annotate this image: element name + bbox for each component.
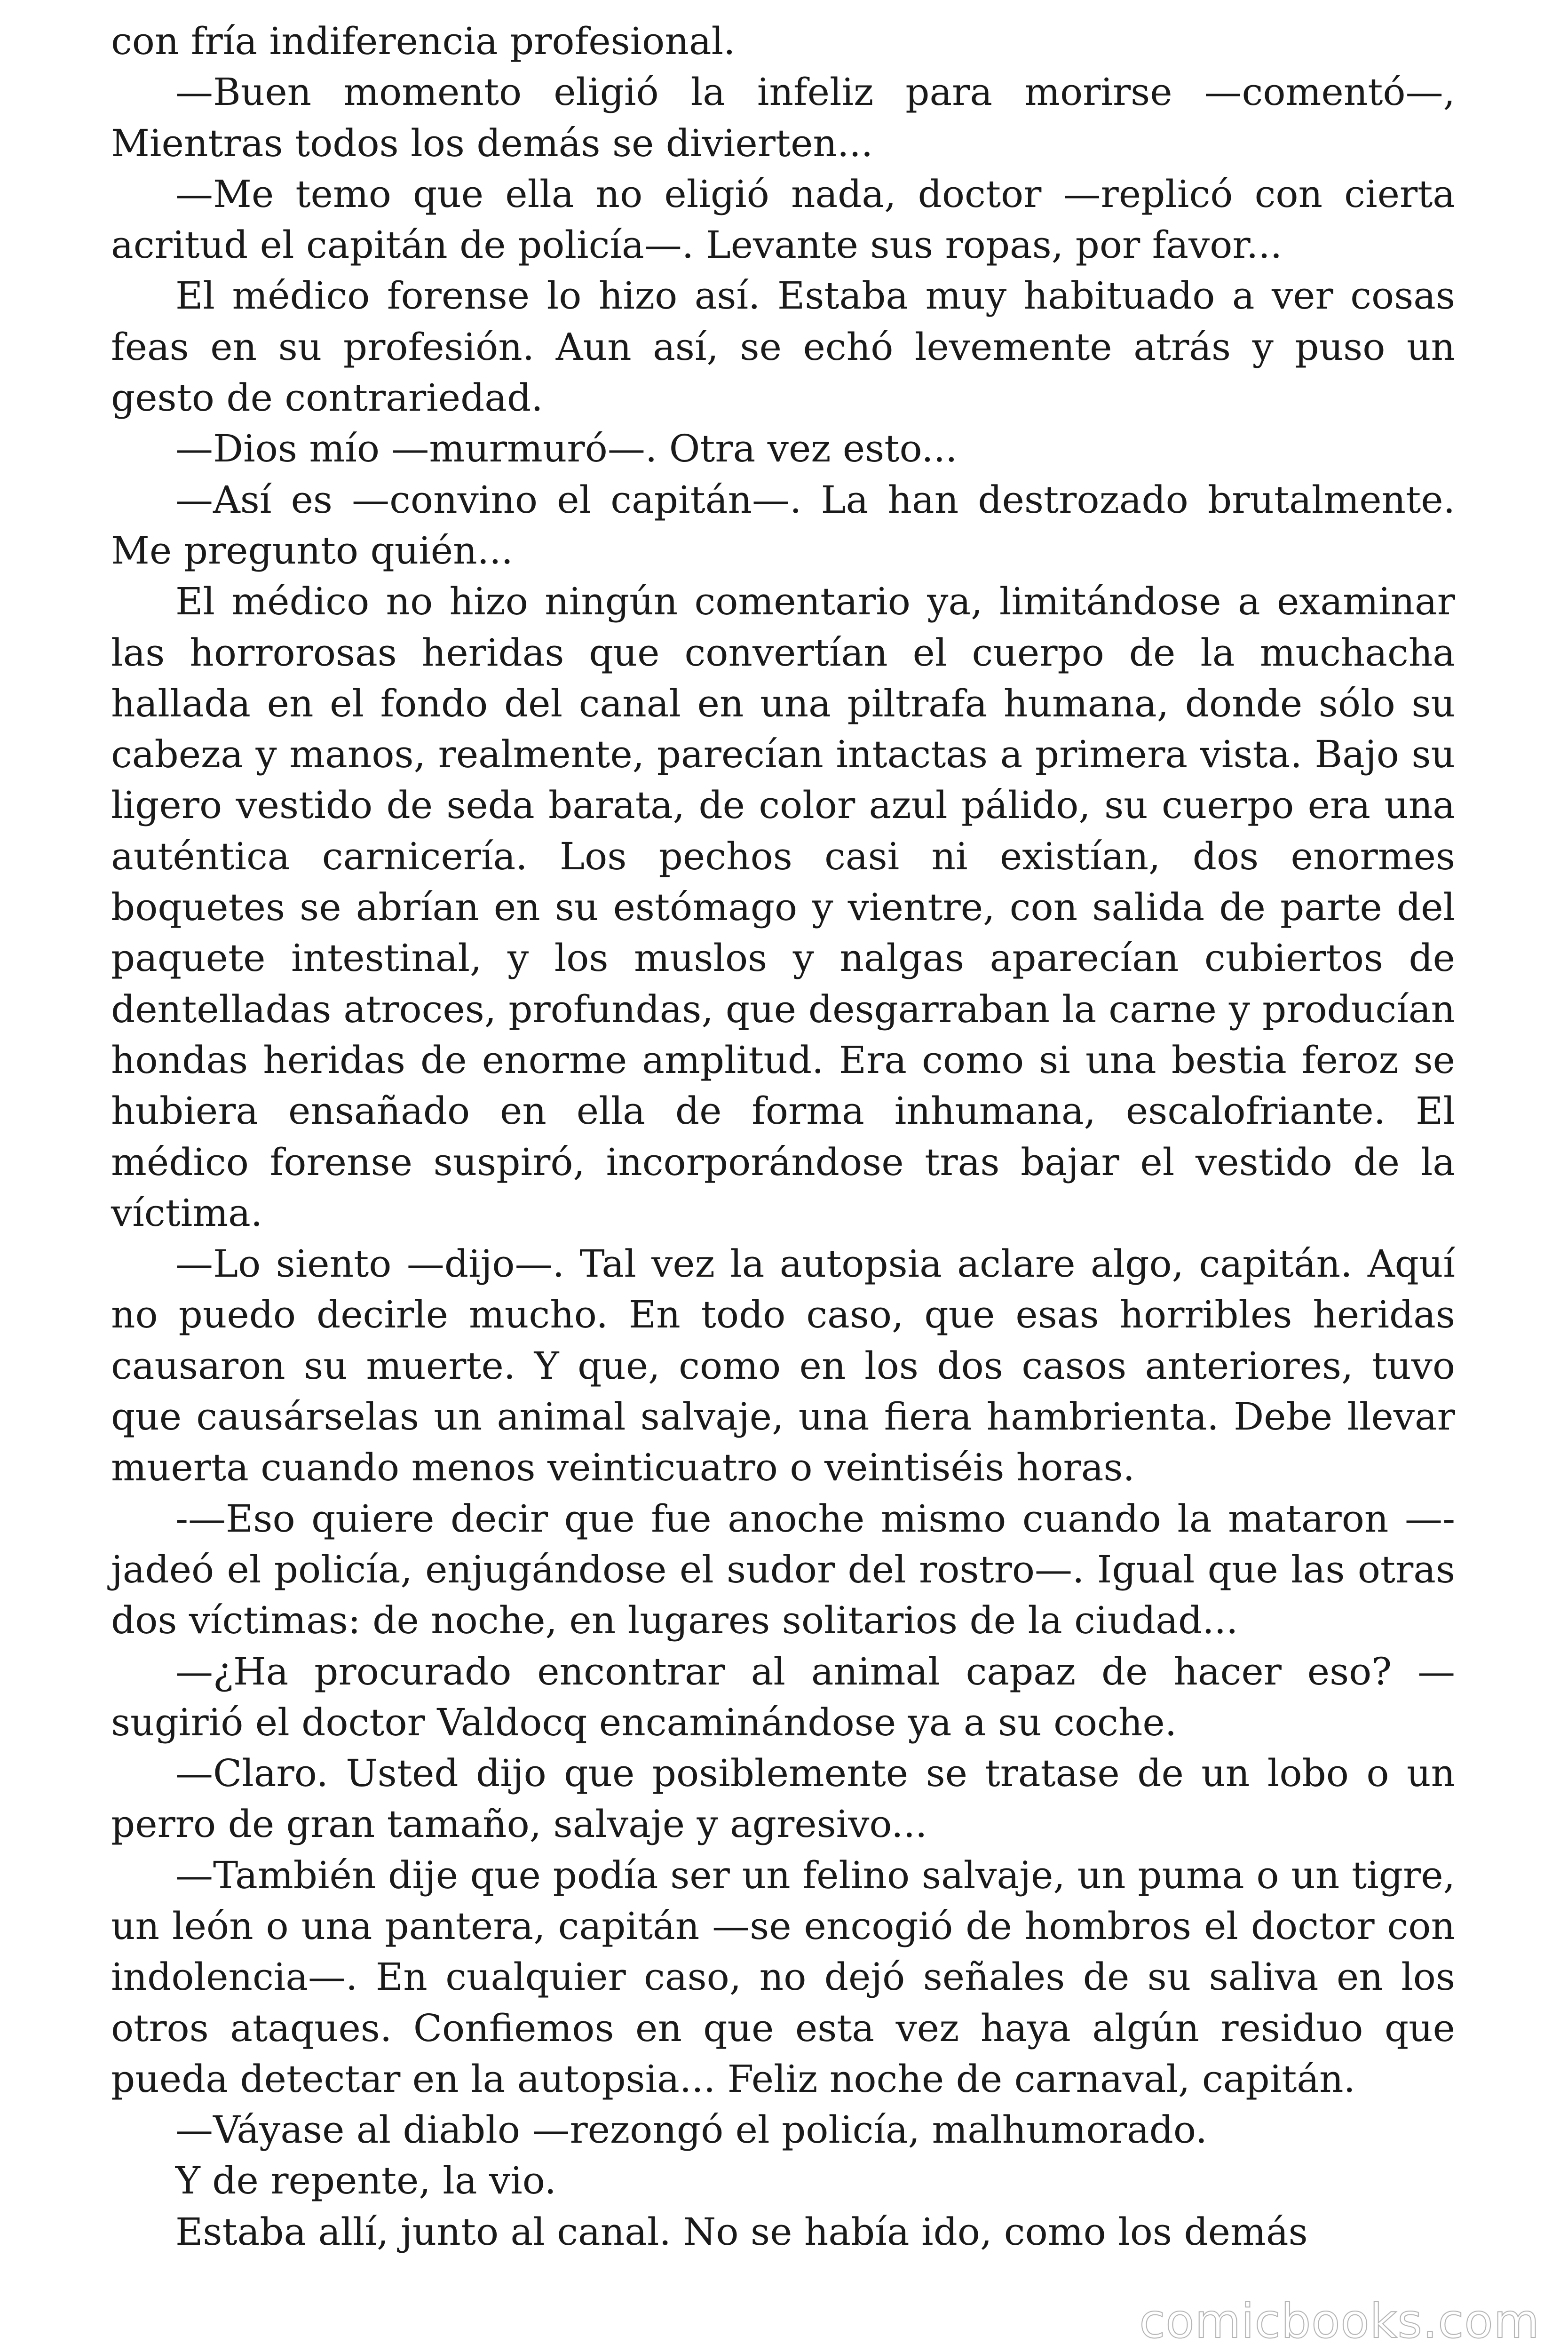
paragraph: Y de repente, la vio. xyxy=(175,2159,556,2203)
paragraph: —Me temo que ella no eligió nada, doctor —replicó con cierta acritud el capitán de policía—. Levante sus ropas, por favor... xyxy=(111,172,1455,267)
paragraph: —Dios mío —murmuró—. Otra vez esto... xyxy=(175,427,958,471)
paragraph: —Váyase al diablo —rezongó el policía, malhumorado. xyxy=(175,2108,1208,2152)
paragraph: —¿Ha procurado encontrar al animal capaz de hacer eso? —sugirió el doctor Valdocq encaminándose ya a su coche. xyxy=(111,1649,1455,1744)
paragraph: El médico no hizo ningún comentario ya, limitándose a examinar las horrorosas heridas que convertían el cuerpo de la muchacha hallada en el fondo del canal en una piltrafa humana, donde sólo su cabeza y manos, realmente, parecían intactas a primera vista. Bajo su ligero vestido de seda barata, de color azul pálido, su cuerpo era una auténtica carnicería. Los pechos casi ni existían, dos enormes boquetes se abrían en su estómago y vientre, con salida de parte del paquete intestinal, y los muslos y nalgas aparecían cubiertos de dentelladas atroces, profundas, que desgarraban la carne y producían hondas heridas de enorme amplitud. Era como si una bestia feroz se hubiera ensañado en ella de forma inhumana, escalofriante. El médico forense suspiró, incorporándose tras bajar el vestido de la víctima. xyxy=(111,580,1455,1235)
paragraph: —Buen momento eligió la infeliz para morirse —comentó—, Mientras todos los demás se divierten... xyxy=(111,70,1455,165)
paragraph: con fría indiferencia profesional. xyxy=(111,19,736,63)
paragraph: —Así es —convino el capitán—. La han destrozado brutalmente. Me pregunto quién... xyxy=(111,477,1455,572)
paragraph: El médico forense lo hizo así. Estaba muy habituado a ver cosas feas en su profesión. Aun así, se echó levemente atrás y puso un gesto de contrariedad. xyxy=(111,274,1455,420)
paragraph: —Lo siento —dijo—. Tal vez la autopsia aclare algo, capitán. Aquí no puedo decirle mucho. En todo caso, que esas horribles heridas causaron su muerte. Y que, como en los dos casos anteriores, tuvo que causárselas un animal salvaje, una fiera hambrienta. Debe llevar muerta cuando menos veinticuatro o veintiséis horas. xyxy=(111,1242,1455,1490)
source-watermark: comicbooks.com xyxy=(1139,2294,1540,2349)
book-page-text xyxy=(111,16,1455,2257)
paragraph: Estaba allí, junto al canal. No se había ido, como los demás xyxy=(175,2209,1308,2254)
paragraph: —También dije que podía ser un felino salvaje, un puma o un tigre, un león o una pantera, capitán —se encogió de hombros el doctor con indolencia—. En cualquier caso, no dejó señales de su saliva en los otros ataques. Confiemos en que esta vez haya algún residuo que pueda detectar en la autopsia... Feliz noche de carnaval, capitán. xyxy=(111,1853,1455,2101)
paragraph: —Claro. Usted dijo que posiblemente se tratase de un lobo o un perro de gran tamaño, salvaje y agresivo... xyxy=(111,1751,1455,1846)
paragraph: -—Eso quiere decir que fue anoche mismo cuando la mataron —-jadeó el policía, enjugándose el sudor del rostro—. Igual que las otras dos víctimas: de noche, en lugares solitarios de la ciudad... xyxy=(111,1496,1455,1643)
